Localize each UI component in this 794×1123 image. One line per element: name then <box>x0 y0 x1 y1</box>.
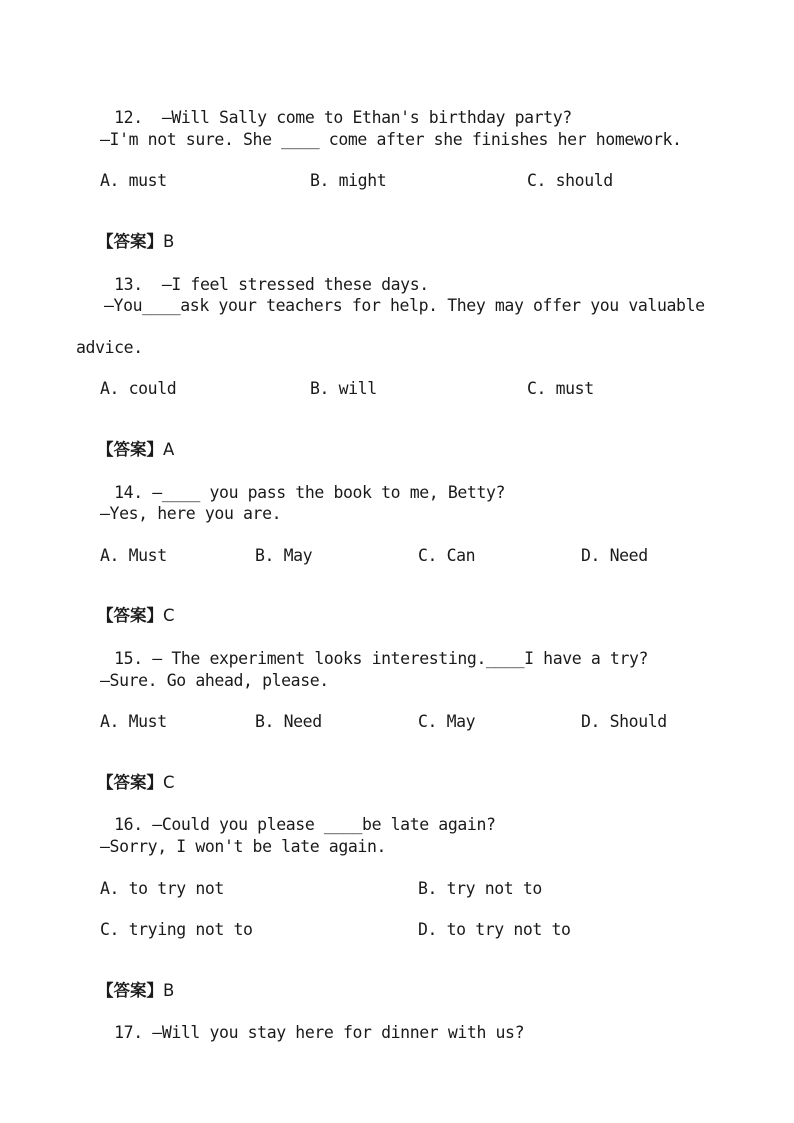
question-13-option-a: A. could <box>100 379 177 398</box>
question-15-option-a: A. Must <box>100 712 167 731</box>
question-text: —____ you pass the book to me, Betty? <box>152 483 506 502</box>
question-13-option-c: C. must <box>527 379 594 398</box>
question-16-option-b: B. try not to <box>418 879 542 898</box>
question-number: 16. <box>114 815 143 834</box>
question-13-option-b: B. will <box>310 379 377 398</box>
answer-label: 【答案】 <box>96 232 163 251</box>
question-15-option-c: C. May <box>418 712 476 731</box>
question-12-option-c: C. should <box>527 171 613 190</box>
question-number: 12. <box>114 108 143 127</box>
question-13-line-3: advice. <box>76 338 143 357</box>
question-13-line-2: –You____ask your teachers for help. They may offer you valuable <box>104 296 705 315</box>
question-text: —Will you stay here for dinner with us? <box>152 1023 525 1042</box>
question-15-line-2: —Sure. Go ahead, please. <box>100 671 329 690</box>
question-12-line-2: —I'm not sure. She ____ come after she finishes her homework. <box>100 130 682 149</box>
question-text: –I feel stressed these days. <box>161 275 429 294</box>
question-12-option-a: A. must <box>100 171 167 190</box>
question-16-line-2: —Sorry, I won't be late again. <box>100 837 387 856</box>
answer-label: 【答案】 <box>96 773 163 792</box>
answer-value: C <box>162 606 175 625</box>
question-14-option-b: B. May <box>255 546 313 565</box>
question-16-option-d: D. to try not to <box>418 920 571 939</box>
answer-label: 【答案】 <box>96 440 163 459</box>
question-14-line-2: —Yes, here you are. <box>100 504 282 523</box>
question-12-option-b: B. might <box>310 171 387 190</box>
answer-label: 【答案】 <box>96 981 163 1000</box>
question-text: —Will Sally come to Ethan's birthday party? <box>161 108 572 127</box>
question-17-line-1 <box>76 1003 524 1063</box>
question-text: — The experiment looks interesting.____I have a try? <box>152 649 649 668</box>
question-16-option-c: C. trying not to <box>100 920 253 939</box>
question-number: 17. <box>114 1023 143 1042</box>
answer-value: B <box>162 981 175 1000</box>
question-15-option-d: D. Should <box>581 712 667 731</box>
answer-value: B <box>162 232 175 251</box>
question-text: —Could you please ____be late again? <box>152 815 496 834</box>
question-number: 13. <box>114 275 143 294</box>
question-14-option-d: D. Need <box>581 546 648 565</box>
question-16-option-a: A. to try not <box>100 879 224 898</box>
question-14-option-a: A. Must <box>100 546 167 565</box>
question-number: 14. <box>114 483 143 502</box>
answer-value: A <box>162 440 175 459</box>
question-15-option-b: B. Need <box>255 712 322 731</box>
answer-label: 【答案】 <box>96 606 163 625</box>
question-14-option-c: C. Can <box>418 546 476 565</box>
answer-value: C <box>162 773 175 792</box>
question-number: 15. <box>114 649 143 668</box>
